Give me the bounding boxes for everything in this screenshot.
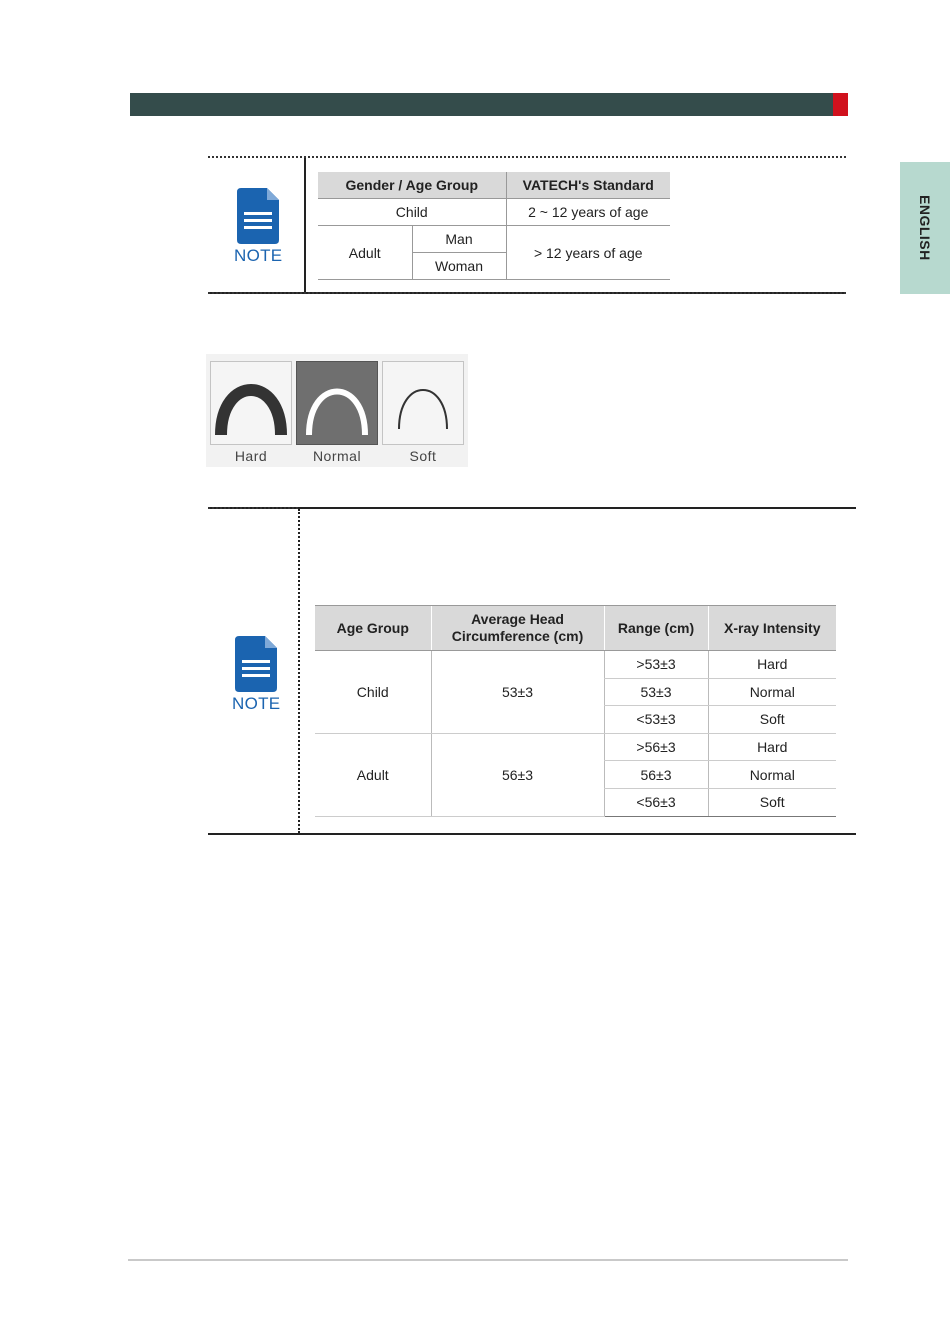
arch-thin-icon bbox=[385, 365, 461, 441]
note-divider bbox=[298, 509, 300, 833]
language-tab bbox=[900, 162, 950, 294]
note-top-dotted-line bbox=[208, 507, 298, 509]
intensity-hard-button[interactable] bbox=[210, 361, 292, 445]
table-cell-intensity: Hard bbox=[708, 651, 836, 679]
note-badge bbox=[232, 636, 280, 714]
table-cell-range: >56±3 bbox=[604, 733, 708, 761]
intensity-soft-button[interactable] bbox=[382, 361, 464, 445]
table-header: Range (cm) bbox=[604, 606, 708, 651]
head-circumference-table bbox=[315, 605, 836, 817]
table-cell-age-group: Child bbox=[315, 651, 431, 734]
note-label: NOTE bbox=[234, 246, 283, 265]
table-cell-range: 53±3 bbox=[604, 678, 708, 706]
table-cell: 2 ~ 12 years of age bbox=[506, 199, 670, 226]
chapter-header-accent bbox=[833, 93, 848, 116]
chapter-header-bar bbox=[130, 93, 833, 116]
table-header: VATECH's Standard bbox=[506, 172, 670, 199]
note-badge bbox=[234, 188, 282, 266]
intensity-normal-label: Normal bbox=[312, 448, 362, 464]
table-cell-intensity: Hard bbox=[708, 733, 836, 761]
table-header: Age Group bbox=[315, 606, 431, 651]
note-divider bbox=[304, 158, 306, 292]
language-tab-label: ENGLISH bbox=[917, 195, 933, 261]
table-cell-range: >53±3 bbox=[604, 651, 708, 679]
age-group-standard-table bbox=[318, 172, 670, 280]
table-header: X-ray Intensity bbox=[708, 606, 836, 651]
table-header: Average Head Circumference (cm) bbox=[431, 606, 604, 651]
table-cell: Child bbox=[318, 199, 506, 226]
table-cell-intensity: Soft bbox=[708, 788, 836, 816]
table-cell-average: 53±3 bbox=[431, 651, 604, 734]
note-label: NOTE bbox=[232, 694, 281, 713]
footer-divider bbox=[128, 1259, 848, 1261]
table-header: Gender / Age Group bbox=[318, 172, 506, 199]
table-cell-intensity: Normal bbox=[708, 761, 836, 789]
table-cell-range: <56±3 bbox=[604, 788, 708, 816]
table-cell-intensity: Soft bbox=[708, 706, 836, 734]
table-cell: Man bbox=[412, 226, 506, 253]
table-cell-range: <53±3 bbox=[604, 706, 708, 734]
table-cell: Adult bbox=[318, 226, 412, 280]
note-document-icon bbox=[237, 188, 279, 244]
intensity-soft-label: Soft bbox=[409, 448, 437, 464]
table-cell: > 12 years of age bbox=[506, 226, 670, 280]
table-cell: Woman bbox=[412, 253, 506, 280]
xray-intensity-selector bbox=[206, 354, 468, 467]
table-cell-age-group: Adult bbox=[315, 733, 431, 816]
table-cell-average: 56±3 bbox=[431, 733, 604, 816]
intensity-hard-label: Hard bbox=[234, 448, 268, 464]
arch-medium-icon bbox=[299, 365, 375, 441]
arch-thick-icon bbox=[213, 365, 289, 441]
note-document-icon bbox=[235, 636, 277, 692]
table-cell-intensity: Normal bbox=[708, 678, 836, 706]
intensity-normal-button[interactable] bbox=[296, 361, 378, 445]
table-cell-range: 56±3 bbox=[604, 761, 708, 789]
